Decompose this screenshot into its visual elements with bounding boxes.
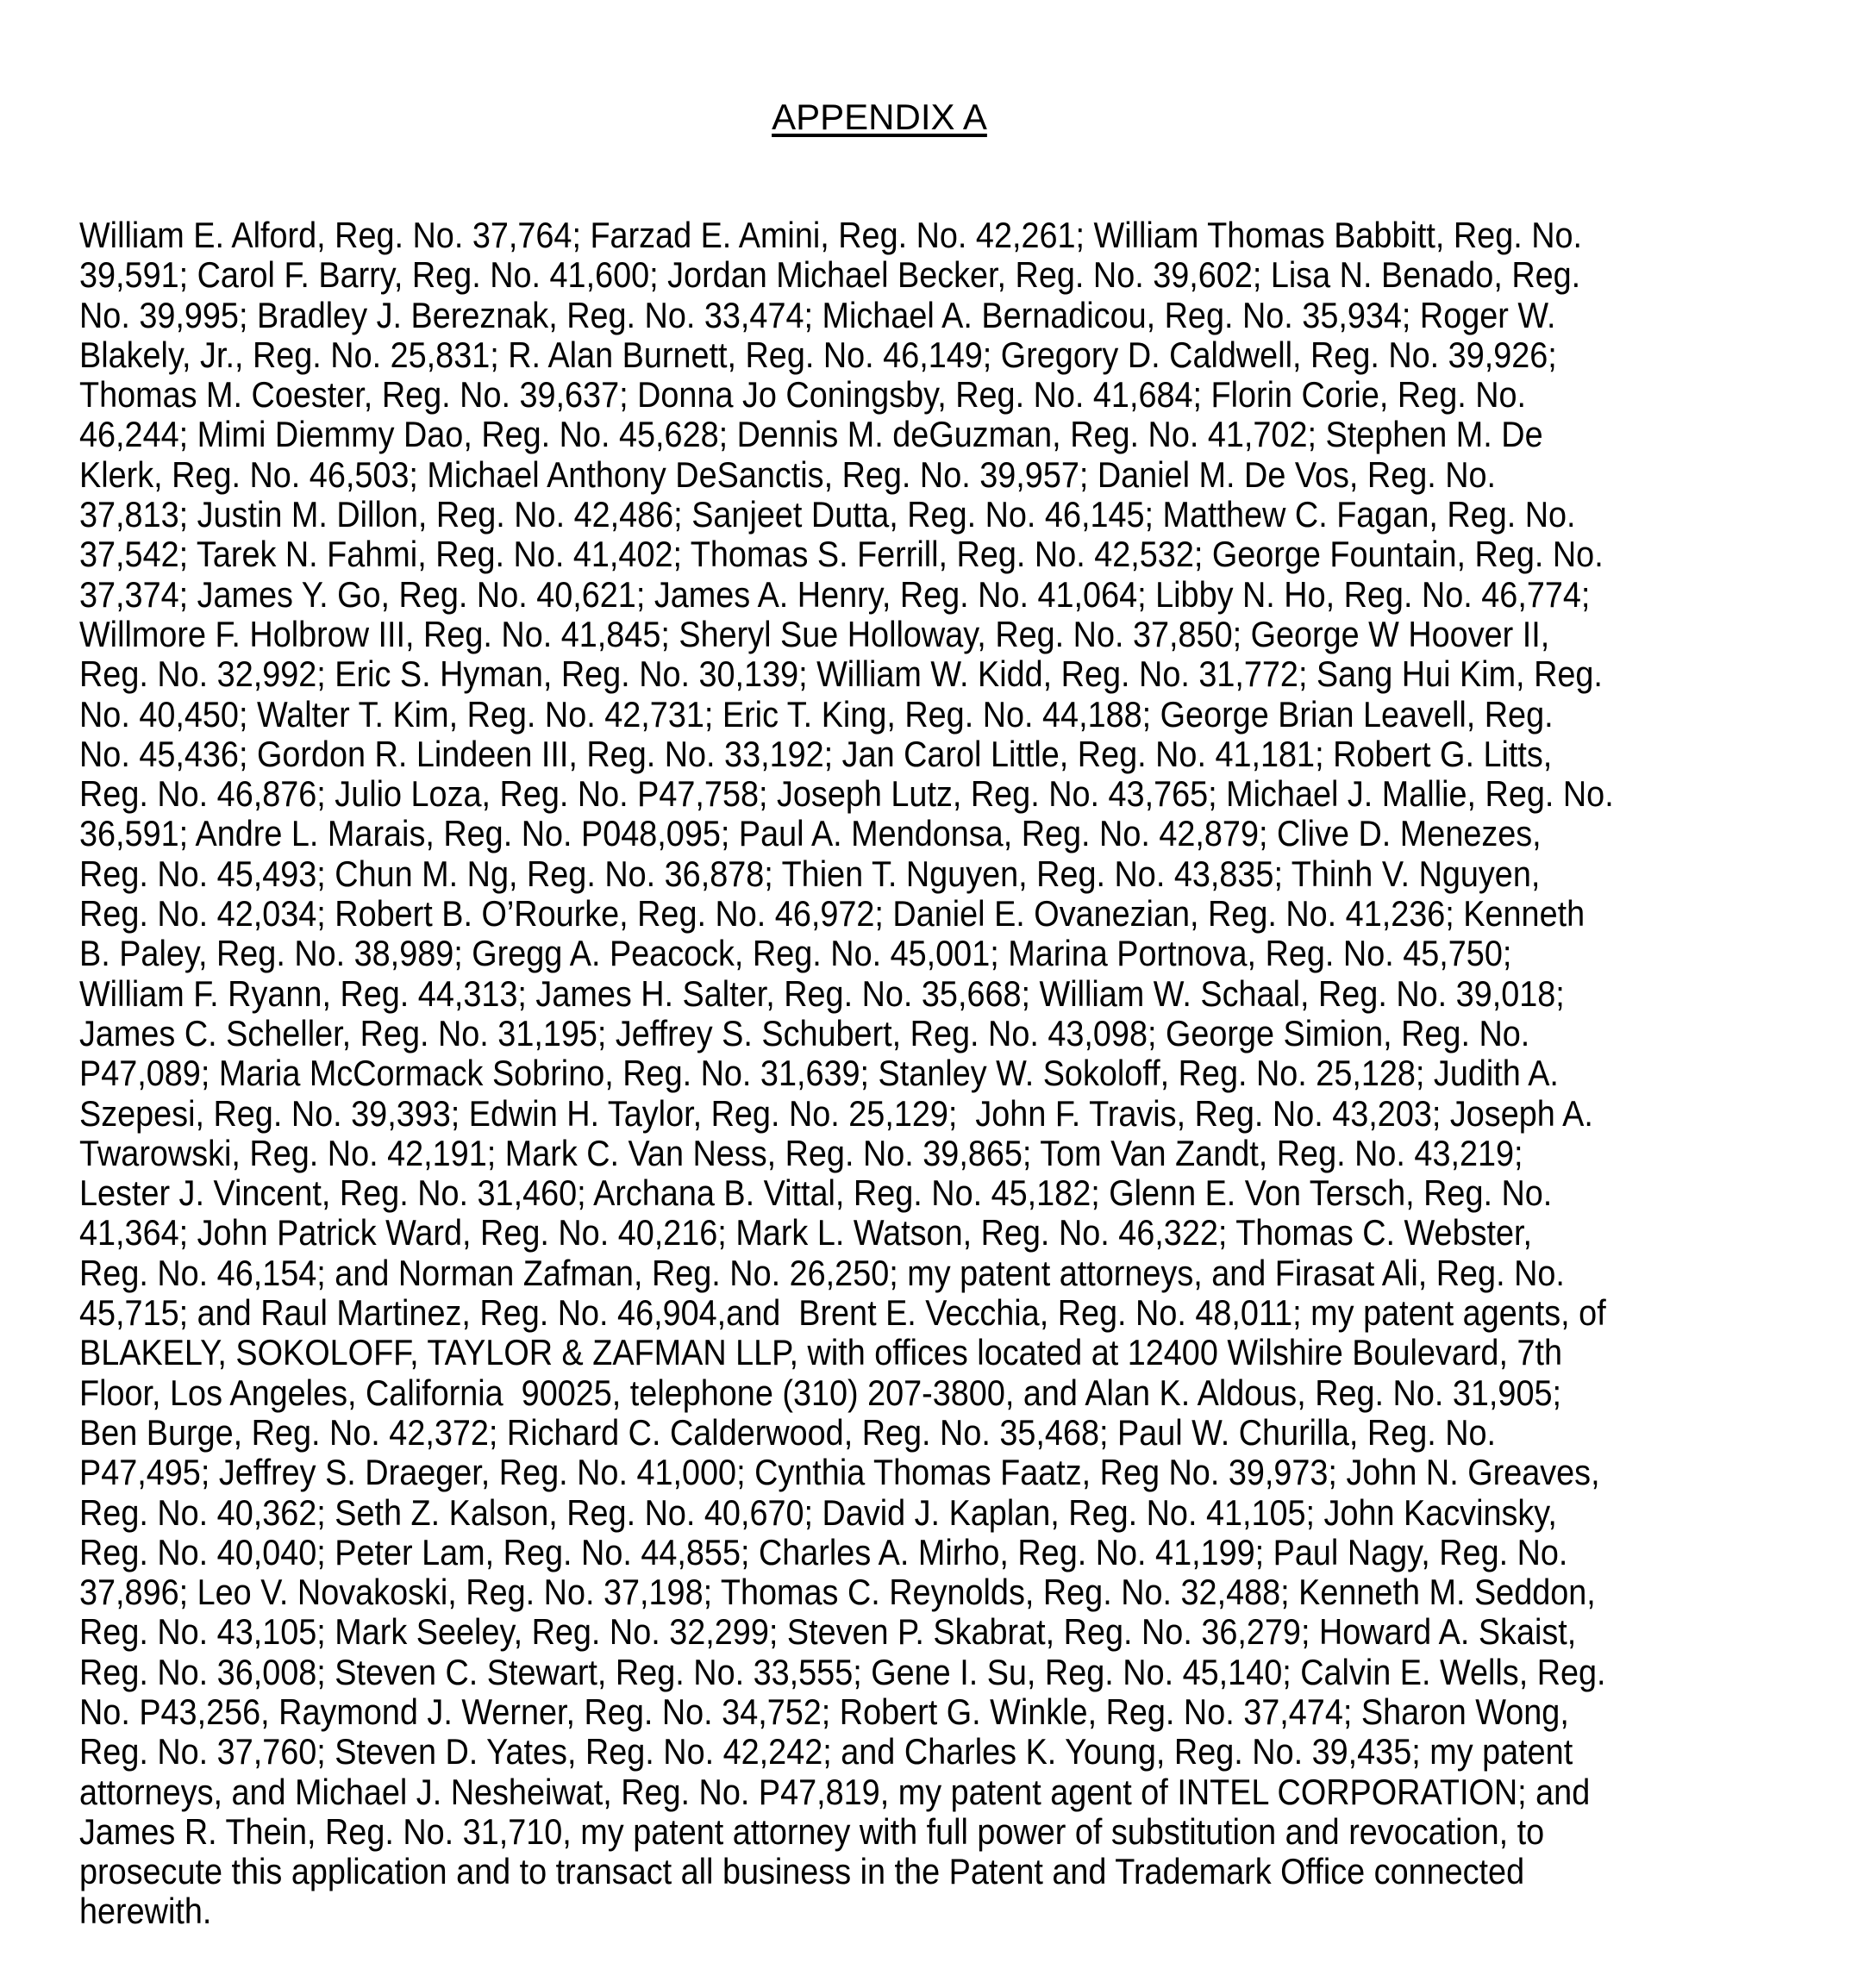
text-line: BLAKELY, SOKOLOFF, TAYLOR & ZAFMAN LLP, with offices located at 12400 Wilshire Boulevard, 7th (79, 1333, 1614, 1372)
text-line: attorneys, and Michael J. Nesheiwat, Reg. No. P47,819, my patent agent of INTEL CORPORATION; and (79, 1772, 1614, 1812)
text-line: Reg. No. 45,493; Chun M. Ng, Reg. No. 36,878; Thien T. Nguyen, Reg. No. 43,835; Thinh V. Nguyen, (79, 854, 1614, 894)
text-line: William F. Ryann, Reg. 44,313; James H. Salter, Reg. No. 35,668; William W. Schaal, Reg. No. 39,018; (79, 974, 1614, 1014)
text-line: Reg. No. 46,154; and Norman Zafman, Reg. No. 26,250; my patent attorneys, and Firasat Ali, Reg. No. (79, 1253, 1614, 1293)
text-line: 41,364; John Patrick Ward, Reg. No. 40,216; Mark L. Watson, Reg. No. 46,322; Thomas C. Webster, (79, 1213, 1614, 1253)
text-line: Ben Burge, Reg. No. 42,372; Richard C. Calderwood, Reg. No. 35,468; Paul W. Churilla, Reg. No. (79, 1413, 1614, 1453)
text-line: James C. Scheller, Reg. No. 31,195; Jeffrey S. Schubert, Reg. No. 43,098; George Simion, Reg. No. (79, 1014, 1614, 1053)
text-line: Floor, Los Angeles, California 90025, telephone (310) 207-3800, and Alan K. Aldous, Reg. No. 31,905; (79, 1373, 1614, 1413)
text-line: 37,896; Leo V. Novakoski, Reg. No. 37,198; Thomas C. Reynolds, Reg. No. 32,488; Kenneth M. Seddon, (79, 1572, 1614, 1612)
text-line: prosecute this application and to transact all business in the Patent and Trademark Office connected (79, 1852, 1614, 1891)
text-line: Szepesi, Reg. No. 39,393; Edwin H. Taylor, Reg. No. 25,129; John F. Travis, Reg. No. 43,203; Joseph A. (79, 1094, 1614, 1134)
text-line: Reg. No. 40,362; Seth Z. Kalson, Reg. No. 40,670; David J. Kaplan, Reg. No. 41,105; John Kacvinsky, (79, 1493, 1614, 1533)
text-line: Reg. No. 32,992; Eric S. Hyman, Reg. No. 30,139; William W. Kidd, Reg. No. 31,772; Sang Hui Kim, Reg. (79, 654, 1614, 694)
text-line: 39,591; Carol F. Barry, Reg. No. 41,600; Jordan Michael Becker, Reg. No. 39,602; Lisa N. Benado, Reg. (79, 255, 1614, 295)
appendix-body (79, 216, 1784, 1932)
text-line: William E. Alford, Reg. No. 37,764; Farzad E. Amini, Reg. No. 42,261; William Thomas Babbitt, Reg. No. (79, 216, 1614, 255)
text-line: Reg. No. 43,105; Mark Seeley, Reg. No. 32,299; Steven P. Skabrat, Reg. No. 36,279; Howard A. Skaist, (79, 1612, 1614, 1652)
text-line: No. 40,450; Walter T. Kim, Reg. No. 42,731; Eric T. King, Reg. No. 44,188; George Brian Leavell, Reg. (79, 695, 1614, 735)
text-line: 37,542; Tarek N. Fahmi, Reg. No. 41,402; Thomas S. Ferrill, Reg. No. 42,532; George Fountain, Reg. No. (79, 535, 1614, 574)
text-line: No. P43,256, Raymond J. Werner, Reg. No. 34,752; Robert G. Winkle, Reg. No. 37,474; Sharon Wong, (79, 1692, 1614, 1732)
text-line: Reg. No. 46,876; Julio Loza, Reg. No. P47,758; Joseph Lutz, Reg. No. 43,765; Michael J. Mallie, Reg. No. (79, 774, 1614, 814)
text-line: 45,715; and Raul Martinez, Reg. No. 46,904,and Brent E. Vecchia, Reg. No. 48,011; my patent agents, of (79, 1293, 1614, 1333)
text-line: No. 45,436; Gordon R. Lindeen III, Reg. No. 33,192; Jan Carol Little, Reg. No. 41,181; Robert G. Litts, (79, 735, 1614, 774)
text-line: Twarowski, Reg. No. 42,191; Mark C. Van Ness, Reg. No. 39,865; Tom Van Zandt, Reg. No. 43,219; (79, 1134, 1614, 1173)
text-line: Blakely, Jr., Reg. No. 25,831; R. Alan Burnett, Reg. No. 46,149; Gregory D. Caldwell, Reg. No. 39,926; (79, 335, 1614, 375)
page-title: APPENDIX A (0, 97, 1759, 138)
text-line: Reg. No. 40,040; Peter Lam, Reg. No. 44,855; Charles A. Mirho, Reg. No. 41,199; Paul Nagy, Reg. No. (79, 1533, 1614, 1572)
text-line: Klerk, Reg. No. 46,503; Michael Anthony DeSanctis, Reg. No. 39,957; Daniel M. De Vos, Reg. No. (79, 455, 1614, 495)
text-line: 36,591; Andre L. Marais, Reg. No. P048,095; Paul A. Mendonsa, Reg. No. 42,879; Clive D. Menezes, (79, 814, 1614, 853)
text-line: 37,374; James Y. Go, Reg. No. 40,621; James A. Henry, Reg. No. 41,064; Libby N. Ho, Reg. No. 46,774; (79, 575, 1614, 615)
text-line: No. 39,995; Bradley J. Bereznak, Reg. No. 33,474; Michael A. Bernadicou, Reg. No. 35,934; Roger W. (79, 296, 1614, 335)
text-line: Reg. No. 36,008; Steven C. Stewart, Reg. No. 33,555; Gene I. Su, Reg. No. 45,140; Calvin E. Wells, Reg. (79, 1653, 1614, 1692)
text-line: Thomas M. Coester, Reg. No. 39,637; Donna Jo Coningsby, Reg. No. 41,684; Florin Corie, Reg. No. (79, 375, 1614, 415)
text-line: B. Paley, Reg. No. 38,989; Gregg A. Peacock, Reg. No. 45,001; Marina Portnova, Reg. No. 45,750; (79, 934, 1614, 973)
text-line: Lester J. Vincent, Reg. No. 31,460; Archana B. Vittal, Reg. No. 45,182; Glenn E. Von Tersch, Reg. No. (79, 1173, 1614, 1213)
text-line: 37,813; Justin M. Dillon, Reg. No. 42,486; Sanjeet Dutta, Reg. No. 46,145; Matthew C. Fagan, Reg. No. (79, 495, 1614, 535)
text-line: Willmore F. Holbrow III, Reg. No. 41,845; Sheryl Sue Holloway, Reg. No. 37,850; George W Hoover II, (79, 615, 1614, 654)
text-line: Reg. No. 37,760; Steven D. Yates, Reg. No. 42,242; and Charles K. Young, Reg. No. 39,435; my patent (79, 1732, 1614, 1772)
text-line: P47,089; Maria McCormack Sobrino, Reg. No. 31,639; Stanley W. Sokoloff, Reg. No. 25,128; Judith A. (79, 1053, 1614, 1093)
text-line: herewith. (79, 1891, 1614, 1931)
text-line: 46,244; Mimi Diemmy Dao, Reg. No. 45,628; Dennis M. deGuzman, Reg. No. 41,702; Stephen M. De (79, 415, 1614, 454)
text-line: James R. Thein, Reg. No. 31,710, my patent attorney with full power of substitution and revocation, to (79, 1812, 1614, 1852)
text-line: P47,495; Jeffrey S. Draeger, Reg. No. 41,000; Cynthia Thomas Faatz, Reg No. 39,973; John N. Greaves, (79, 1453, 1614, 1492)
text-line: Reg. No. 42,034; Robert B. O’Rourke, Reg. No. 46,972; Daniel E. Ovanezian, Reg. No. 41,236; Kenneth (79, 894, 1614, 934)
